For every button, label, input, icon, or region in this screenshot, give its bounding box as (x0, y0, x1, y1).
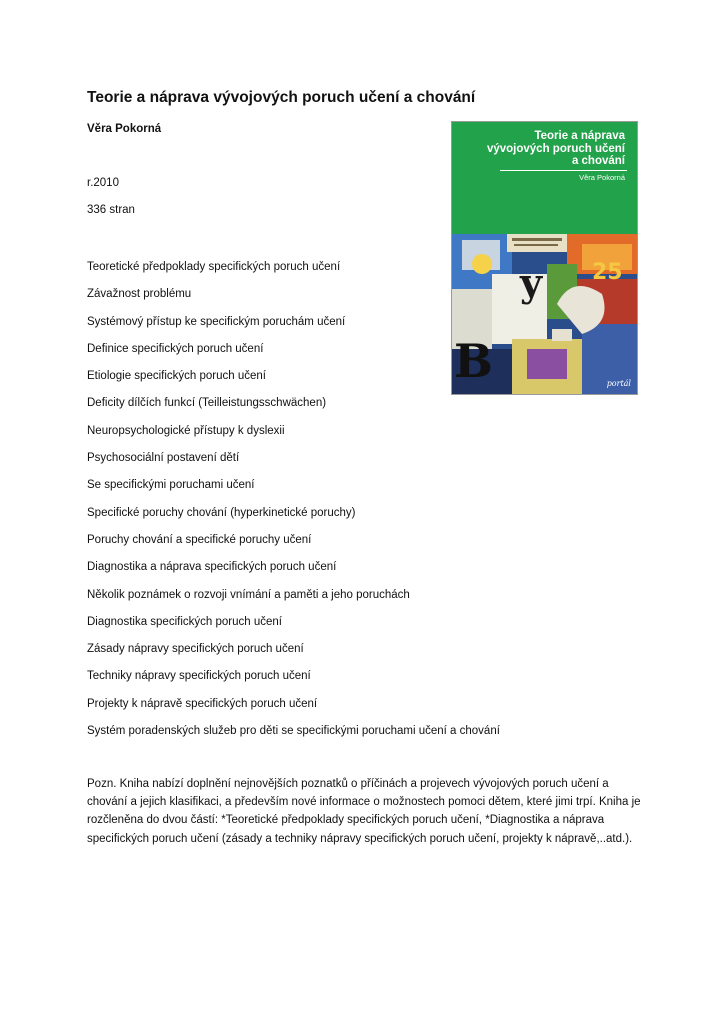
contents-item: Zásady nápravy specifických poruch učení (87, 643, 304, 656)
contents-item: Systém poradenských služeb pro děti se specifickými poruchami učení a chování (87, 725, 500, 738)
cover-title-panel (452, 122, 638, 234)
contents-item: Etiologie specifických poruch učení (87, 370, 266, 383)
contents-item: Několik poznámek o rozvoji vnímání a paměti a jeho poruchách (87, 588, 410, 601)
publication-year: r.2010 (87, 177, 119, 189)
contents-item: Závažnost problému (87, 288, 192, 301)
cover-art-letter: B (454, 334, 493, 388)
author-name: Věra Pokorná (87, 123, 162, 135)
cover-divider (500, 170, 627, 171)
cover-author: Věra Pokorná (579, 173, 625, 182)
contents-item: Deficity dílčích funkcí (Teilleistungsschwächen) (87, 397, 327, 410)
contents-item: Teoretické předpoklady specifických poruch učení (87, 261, 341, 273)
contents-item: Diagnostika a náprava specifických poruch učení (87, 561, 337, 574)
publisher-logo: portál (606, 379, 631, 388)
cover-artwork (452, 234, 637, 394)
book-cover-image (451, 121, 638, 395)
contents-item: Diagnostika specifických poruch učení (87, 615, 282, 628)
contents-item: Definice specifických poruch učení (87, 342, 264, 355)
cover-art-number: 25 (592, 260, 623, 285)
contents-item: Psychosociální postavení dětí (87, 452, 240, 465)
contents-item: Neuropsychologické přístupy k dyslexii (87, 424, 285, 437)
contents-list (87, 260, 500, 751)
contents-item: Specifické poruchy chování (hyperkinetické poruchy) (87, 506, 356, 519)
page-count: 336 stran (87, 204, 135, 216)
cover-title: Teorie a náprava vývojových poruch učení a chování (486, 130, 625, 167)
contents-item: Systémový přístup ke specifickým poruchám učení (87, 315, 346, 328)
document-title: Teorie a náprava vývojových poruch učení a chování (87, 89, 476, 106)
cover-art-letter: y (520, 260, 543, 305)
contents-item: Projekty k nápravě specifických poruch učení (87, 697, 318, 710)
contents-item: Se specifickými poruchami učení (87, 479, 255, 492)
contents-item: Poruchy chování a specifické poruchy učení (87, 533, 312, 546)
contents-item: Techniky nápravy specifických poruch učení (87, 670, 311, 683)
note-paragraph: Pozn. Kniha nabízí doplnění nejnovějších poznatků o příčinách a projevech vývojových poruch učení a chování a jejich klasifikaci, a především nové informace o možnostech pomoci dětem, které jimi trpí. Kniha je rozčleněna do dvou částí: *Teoretické předpoklady specifických poruch učení, *Diagnostika a náprava specifických poruch učení (zásady a techniky nápravy specifických poruch učení, projekty k nápravě,..atd.). (87, 778, 641, 845)
